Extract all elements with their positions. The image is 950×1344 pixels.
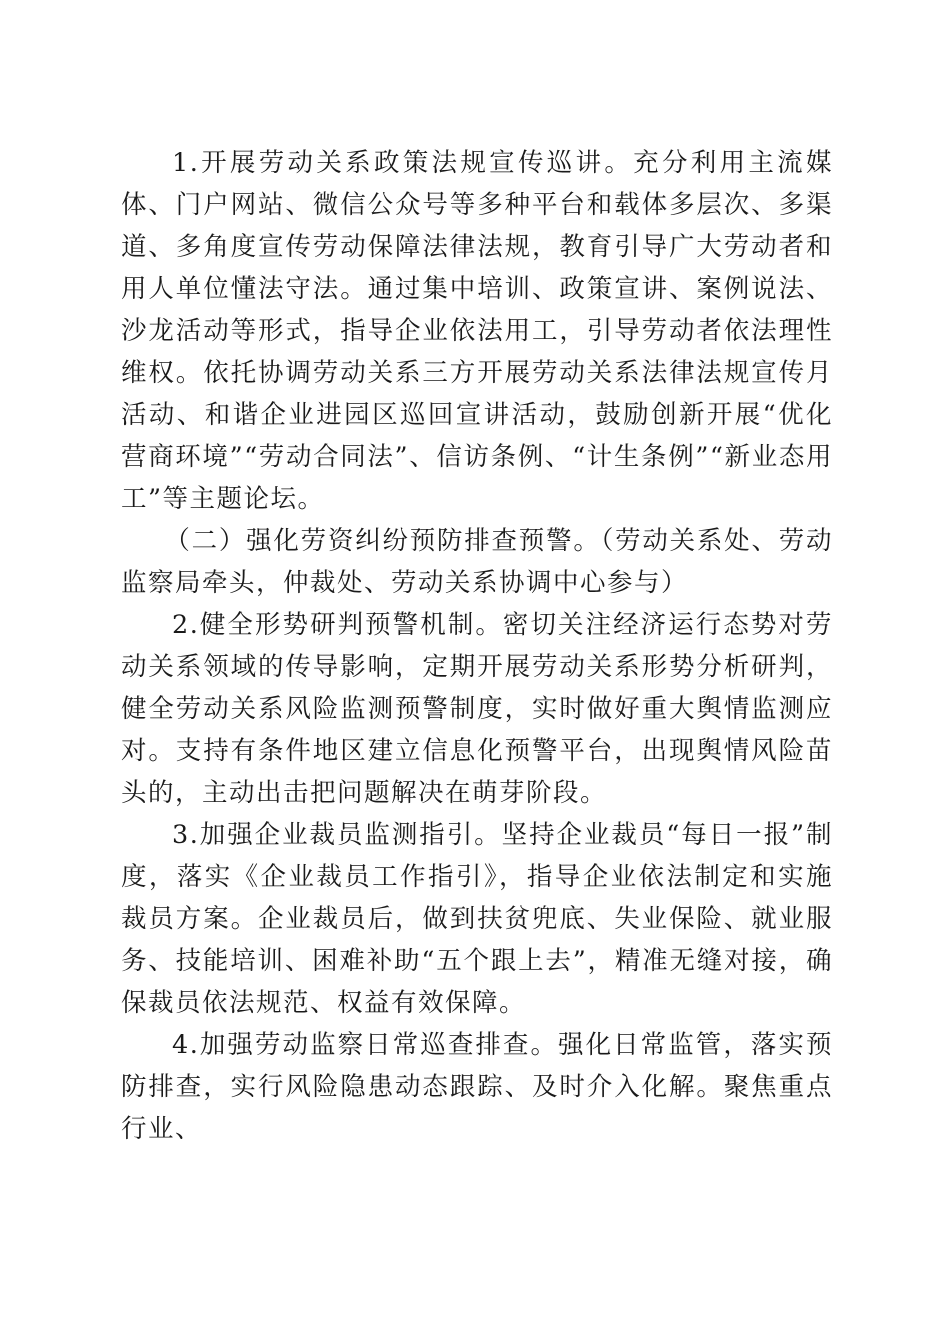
section-heading-dispute-prevention: （二）强化劳资纠纷预防排查预警。（劳动关系处、劳动监察局牵头，仲裁处、劳动关系协调中心参与） <box>121 526 833 598</box>
paragraph-policy-publicity: 1.开展劳动关系政策法规宣传巡讲。充分利用主流媒体、门户网站、微信公众号等多种平台和载体多层次、多渠道、多角度宣传劳动保障法律法规，教育引导广大劳动者和用人单位懂法守法。通过集中培训、政策宣讲、案例说法、沙龙活动等形式，指导企业依法用工，引导劳动者依法理性维权。依托协调劳动关系三方开展劳动关系法律法规宣传月活动、和谐企业进园区巡回宣讲活动，鼓励创新开展“优化营商环境”“劳动合同法”、信访条例、“计生条例”“新业态用工”等主题论坛。 <box>121 148 833 514</box>
paragraph-layoff-monitoring: 3.加强企业裁员监测指引。坚持企业裁员“每日一报”制度，落实《企业裁员工作指引》，指导企业依法制定和实施裁员方案。企业裁员后，做到扶贫兜底、失业保险、就业服务、技能培训、困难补助“五个跟上去”，精准无缝对接，确保裁员依法规范、权益有效保障。 <box>121 820 833 1018</box>
paragraph-labor-inspection: 4.加强劳动监察日常巡查排查。强化日常监管，落实预防排查，实行风险隐患动态跟踪、及时介入化解。聚焦重点行业、 <box>121 1030 833 1144</box>
paragraph-early-warning: 2.健全形势研判预警机制。密切关注经济运行态势对劳动关系领域的传导影响，定期开展劳动关系形势分析研判，健全劳动关系风险监测预警制度，实时做好重大舆情监测应对。支持有条件地区建立信息化预警平台，出现舆情风险苗头的，主动出击把问题解决在萌芽阶段。 <box>121 610 833 808</box>
document-body <box>121 142 833 1150</box>
